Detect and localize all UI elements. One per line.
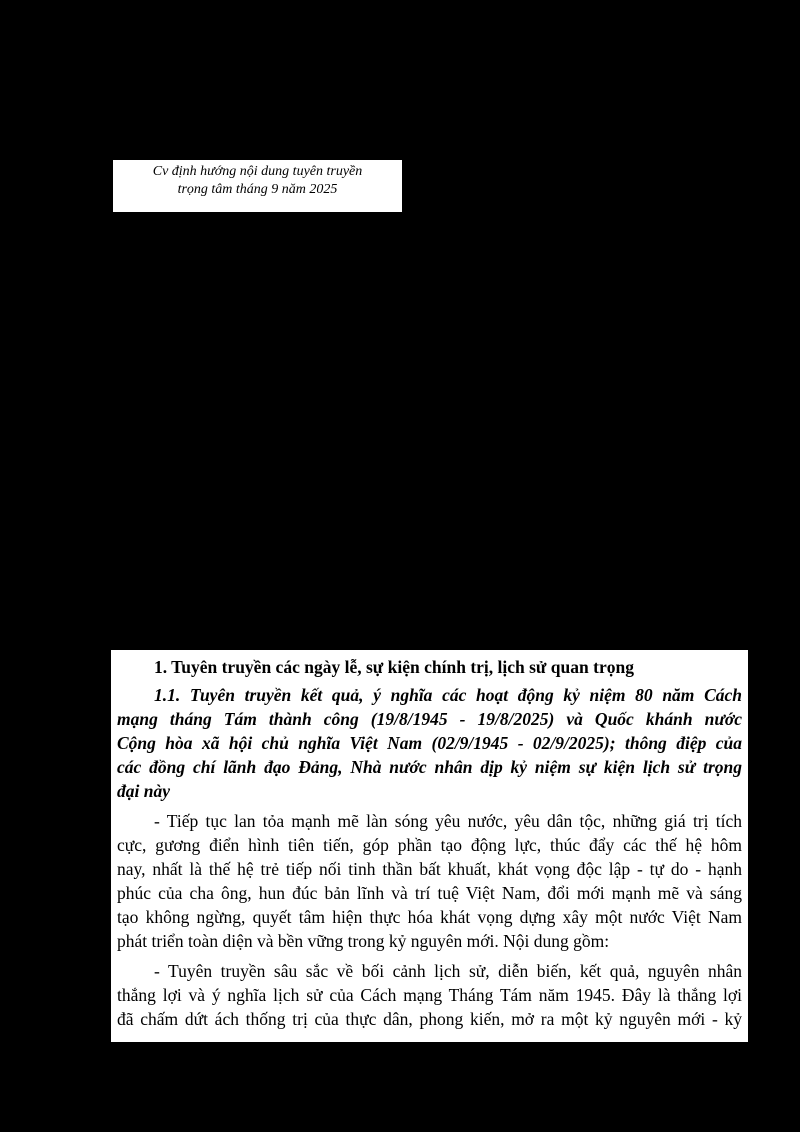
paragraph-line: đã chấm dứt ách thống trị của thực dân, phong kiến, mở ra một kỷ nguyên mới - kỷ <box>117 1009 742 1029</box>
subheading-line: mạng tháng Tám thành công (19/8/1945 - 19/8/2025) và Quốc khánh nước <box>117 709 742 729</box>
subheading-line: đại này <box>117 781 170 801</box>
paragraph-line: - Tuyên truyền sâu sắc về bối cảnh lịch sử, diễn biến, kết quả, nguyên nhân <box>154 961 742 981</box>
subsection-heading <box>117 683 742 803</box>
section-heading: 1. Tuyên truyền các ngày lễ, sự kiện chính trị, lịch sử quan trọng <box>154 657 634 677</box>
paragraph-line: thắng lợi và ý nghĩa lịch sử của Cách mạng Tháng Tám năm 1945. Đây là thắng lợi <box>117 985 742 1005</box>
subheading-line: 1.1. Tuyên truyền kết quả, ý nghĩa các hoạt động kỷ niệm 80 năm Cách <box>154 685 742 705</box>
caption-line-2: trọng tâm tháng 9 năm 2025 <box>177 182 338 197</box>
paragraph-line: nay, nhất là thế hệ trẻ tiếp nối tinh thần bất khuất, khát vọng độc lập - tự do - hạnh <box>117 859 742 879</box>
paragraph-line: tạo không ngừng, quyết tâm hiện thực hóa khát vọng dựng xây một nước Việt Nam <box>117 907 742 927</box>
paragraph-line: phúc của cha ông, hun đúc bản lĩnh và trí tuệ Việt Nam, đổi mới mạnh mẽ và sáng <box>117 883 742 903</box>
paragraph-line: - Tiếp tục lan tỏa mạnh mẽ làn sóng yêu nước, yêu dân tộc, những giá trị tích <box>154 811 742 831</box>
paragraph-1 <box>117 809 742 953</box>
subheading-line: Cộng hòa xã hội chủ nghĩa Việt Nam (02/9/1945 - 02/9/2025); thông điệp của <box>117 733 742 753</box>
document-body <box>111 650 748 1042</box>
paragraph-2 <box>117 959 742 1031</box>
document-caption <box>113 160 402 212</box>
paragraph-line: phát triển toàn diện và bền vững trong kỷ nguyên mới. Nội dung gồm: <box>117 931 610 951</box>
paragraph-line: cực, gương điển hình tiên tiến, góp phần tạo động lực, thúc đẩy các thế hệ hôm <box>117 835 742 855</box>
subheading-line: các đồng chí lãnh đạo Đảng, Nhà nước nhân dịp kỷ niệm sự kiện lịch sử trọng <box>117 757 742 777</box>
caption-line-1: Cv định hướng nội dung tuyên truyền <box>152 164 363 179</box>
